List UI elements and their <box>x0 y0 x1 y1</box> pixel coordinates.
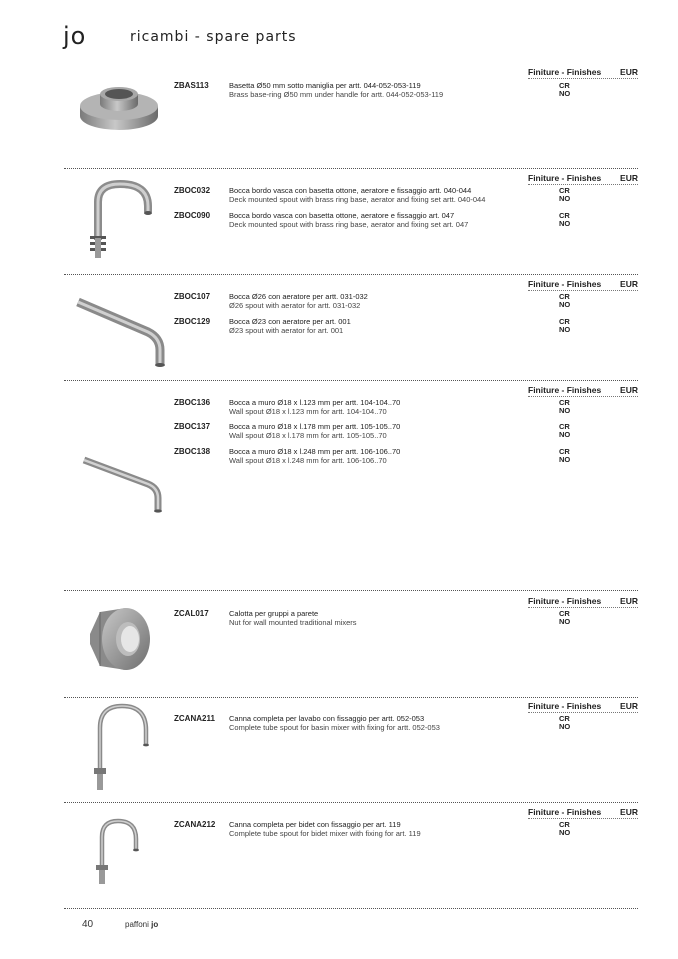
item-desc-en: Wall spout Ø18 x l.248 mm for artt. 106-106..70 <box>229 456 387 465</box>
item-code: ZBOC138 <box>174 447 211 456</box>
finish-header <box>528 385 638 395</box>
finish-header-label: Finiture - Finishes <box>528 67 602 77</box>
currency-label: EUR <box>620 173 638 183</box>
item-code: ZBOC090 <box>174 211 211 220</box>
deck-spout-image <box>84 180 160 260</box>
finish-no: NO <box>559 406 571 415</box>
finish-header <box>528 701 638 711</box>
currency-label: EUR <box>620 67 638 77</box>
finish-cr: CR <box>559 609 570 618</box>
finish-no: NO <box>559 722 571 731</box>
item-desc-it: Canna completa per lavabo con fissaggio per artt. 052-053 <box>229 714 425 723</box>
finish-cr: CR <box>559 820 570 829</box>
item-desc-it: Calotta per gruppi a parete <box>229 609 319 618</box>
item-desc-en: Ø23 spout with aerator for art. 001 <box>229 326 344 335</box>
item-code: ZCANA212 <box>174 820 216 829</box>
finish-cr: CR <box>559 317 570 326</box>
finish-no: NO <box>559 325 571 334</box>
wall-spout-image <box>80 452 170 516</box>
brand-title: jo <box>63 22 87 50</box>
finish-header-label: Finiture - Finishes <box>528 596 602 606</box>
item-desc-it: Canna completa per bidet con fissaggio per art. 119 <box>229 820 401 829</box>
item-desc-en: Complete tube spout for bidet mixer with fixing for art. 119 <box>229 829 421 838</box>
item-code: ZBOC032 <box>174 186 211 195</box>
finish-no: NO <box>559 219 571 228</box>
currency-label: EUR <box>620 385 638 395</box>
finish-header <box>528 173 638 183</box>
item-desc-en: Deck mounted spout with brass ring base, aerator and fixing set art. 047 <box>229 220 469 229</box>
item-desc-it: Bocca Ø23 con aeratore per art. 001 <box>229 317 351 326</box>
finish-no: NO <box>559 430 571 439</box>
currency-label: EUR <box>620 279 638 289</box>
finish-no: NO <box>559 89 571 98</box>
item-desc-it: Bocca bordo vasca con basetta ottone, aeratore e fissaggio artt. 040-044 <box>229 186 472 195</box>
finish-header-label: Finiture - Finishes <box>528 173 602 183</box>
currency-label: EUR <box>620 596 638 606</box>
base-ring-image <box>76 80 162 140</box>
finish-cr: CR <box>559 714 570 723</box>
item-desc-en: Nut for wall mounted traditional mixers <box>229 618 357 627</box>
finish-header-label: Finiture - Finishes <box>528 385 602 395</box>
finish-cr: CR <box>559 186 570 195</box>
list-item <box>0 398 678 422</box>
bidet-tube-spout-image <box>90 815 146 885</box>
item-desc-it: Bocca a muro Ø18 x l.178 mm per artt. 105-105..70 <box>229 422 401 431</box>
finish-header <box>528 67 638 77</box>
finish-header <box>528 279 638 289</box>
finish-header-label: Finiture - Finishes <box>528 807 602 817</box>
item-desc-en: Wall spout Ø18 x l.123 mm for artt. 104-104..70 <box>229 407 387 416</box>
finish-no: NO <box>559 455 571 464</box>
item-desc-en: Deck mounted spout with brass ring base, aerator and fixing set artt. 040-044 <box>229 195 486 204</box>
item-desc-it: Basetta Ø50 mm sotto maniglia per artt. 044-052-053-119 <box>229 81 421 90</box>
item-desc-it: Bocca bordo vasca con basetta ottone, aeratore e fissaggio art. 047 <box>229 211 455 220</box>
basin-tube-spout-image <box>86 700 156 792</box>
footer-brand-line: jo <box>151 920 159 929</box>
item-code: ZBOC137 <box>174 422 211 431</box>
item-desc-en: Ø26 spout with aerator for artt. 031-032 <box>229 301 361 310</box>
page-number: 40 <box>82 919 94 930</box>
finish-no: NO <box>559 300 571 309</box>
currency-label: EUR <box>620 807 638 817</box>
footer-brand <box>125 920 158 929</box>
footer-brand-name: paffoni <box>125 920 149 929</box>
finish-cr: CR <box>559 398 570 407</box>
finish-cr: CR <box>559 422 570 431</box>
finish-header <box>528 596 638 606</box>
item-code: ZBOC107 <box>174 292 211 301</box>
finish-cr: CR <box>559 447 570 456</box>
finish-header-label: Finiture - Finishes <box>528 279 602 289</box>
item-code: ZBAS113 <box>174 81 209 90</box>
finish-header-label: Finiture - Finishes <box>528 701 602 711</box>
item-desc-en: Brass base-ring Ø50 mm under handle for artt. 044-052-053-119 <box>229 90 444 99</box>
finish-cr: CR <box>559 211 570 220</box>
currency-label: EUR <box>620 701 638 711</box>
item-code: ZCANA211 <box>174 714 215 723</box>
item-code: ZBOC136 <box>174 398 211 407</box>
item-desc-it: Bocca a muro Ø18 x l.123 mm per artt. 104-104..70 <box>229 398 401 407</box>
finish-header <box>528 807 638 817</box>
finish-cr: CR <box>559 292 570 301</box>
list-item <box>0 422 678 446</box>
page-subtitle: ricambi - spare parts <box>130 29 297 45</box>
spout-aerator-image <box>72 292 172 370</box>
finish-no: NO <box>559 828 571 837</box>
item-code: ZBOC129 <box>174 317 211 326</box>
item-code: ZCAL017 <box>174 609 209 618</box>
item-desc-it: Bocca Ø26 con aeratore per artt. 031-032 <box>229 292 368 301</box>
finish-no: NO <box>559 617 571 626</box>
item-desc-en: Wall spout Ø18 x l.178 mm for artt. 105-105..70 <box>229 431 387 440</box>
finish-no: NO <box>559 194 571 203</box>
item-desc-en: Complete tube spout for basin mixer with fixing for artt. 052-053 <box>229 723 440 732</box>
item-desc-it: Bocca a muro Ø18 x l.248 mm per artt. 106-106..70 <box>229 447 401 456</box>
finish-cr: CR <box>559 81 570 90</box>
nut-image <box>86 604 154 674</box>
